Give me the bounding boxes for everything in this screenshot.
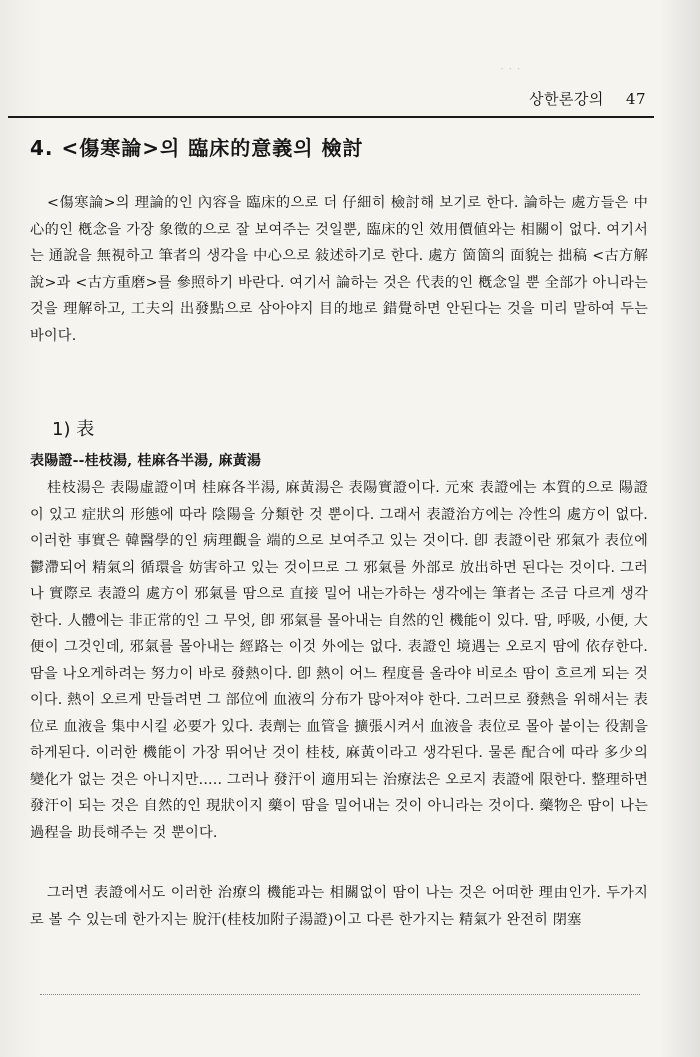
footer-rule <box>40 994 640 996</box>
closing-paragraph-text: 그러면 表證에서도 이러한 治療의 機能과는 相關없이 땀이 나는 것은 어떠한 理由인가. 두가지로 볼 수 있는데 한가지는 脫汗(桂枝加附子湯證)이고 다른 한가지는 精氣가 완전히 閉塞 <box>30 885 648 928</box>
running-header <box>0 88 646 109</box>
intro-paragraph-text: <傷寒論>의 理論的인 內容을 臨床的으로 더 仔細히 檢討해 보기로 한다. 論하는 處方들은 中心的인 槪念을 가장 象徵的으로 잘 보여주는 것일뿐, 臨床的인 效用價値와는 相關이 없다. 여기서는 通說을 無視하고 筆者의 생각을 中心으로 敍述하기로 한다. 處方 箇箇의 面貌는 拙稿 <古方解說>과 <古方重磨>를 參照하기 바란다. 여기서 論하는 것은 代表的인 槪念일 뿐 全部가 아니라는 것을 理解하고, 工夫의 出發點으로 삼아야지 目的地로 錯覺하면 안된다는 것을 미리 말하여 두는 바이다. <box>30 195 648 344</box>
intro-paragraph <box>30 190 648 349</box>
closing-paragraph <box>30 880 648 933</box>
section-title: 4. <傷寒論>의 臨床的意義의 檢討 <box>30 136 364 160</box>
subsection-heading: 表陽證--桂枝湯, 桂麻各半湯, 麻黃湯 <box>30 453 262 469</box>
body-paragraph-text: 桂枝湯은 表陽虛證이며 桂麻各半湯, 麻黃湯은 表陽實證이다. 元來 表證에는 本質的으로 陽證이 있고 症狀의 形態에 따라 陰陽을 分類한 것 뿐이다. 그래서 表證治方에는 冷性의 處方이 없다. 이러한 事實은 韓醫學的인 病理觀을 端的으로 보여주고 있는 것이다. 卽 表證이란 邪氣가 表位에 鬱滯되어 精氣의 循環을 妨害하고 있는 것이므로 그 邪氣를 外部로 放出하면 된다는 것이다. 그러나 實際로 表證의 處方이 邪氣를 땀으로 直接 밀어 내는가하는 생각에는 筆者는 조금 다르게 생각한다. 人體에는 非正常的인 그 무엇, 卽 邪氣를 몰아내는 自然的인 機能이 있다. 땀, 呼吸, 小便, 大便이 그것인데, 邪氣를 몰아내는 經路는 이것 外에는 없다. 表證인 境遇는 오로지 땀에 依存한다. 땀을 나오게하려는 努力이 바로 發熱이다. 卽 熱이 어느 程度를 올라야 비로소 땀이 흐르게 되는 것이다. 熱이 오르게 만들려면 그 部位에 血液의 分布가 많아져야 한다. 그러므로 發熱을 위해서는 表位로 血液을 集中시킬 必要가 있다. 表劑는 血管을 擴張시켜서 血液을 表位로 몰아 붙이는 役割을 하게된다. 이러한 機能이 가장 뛰어난 것이 桂枝, 麻黃이라고 생각된다. 물론 配合에 따라 多少의 變化가 없는 것은 아니지만..... 그러나 發汗이 適用되는 治療法은 오로지 表證에 限한다. 整理하면 發汗이 되는 것은 自然的인 現狀이지 藥이 땀을 밀어내는 것이 아니라는 것이다. 藥物은 땀이 나는 過程을 助長해주는 것 뿐이다. <box>30 480 648 841</box>
header-rule <box>8 116 654 118</box>
subsection-title: 1) 表 <box>52 419 95 440</box>
bleed-through-text: · · · <box>500 62 521 77</box>
page-edge-shadow <box>660 0 700 1057</box>
header-title: 상한론강의 <box>528 90 604 108</box>
body-paragraph <box>30 475 648 846</box>
page-number: 47 <box>625 90 646 108</box>
